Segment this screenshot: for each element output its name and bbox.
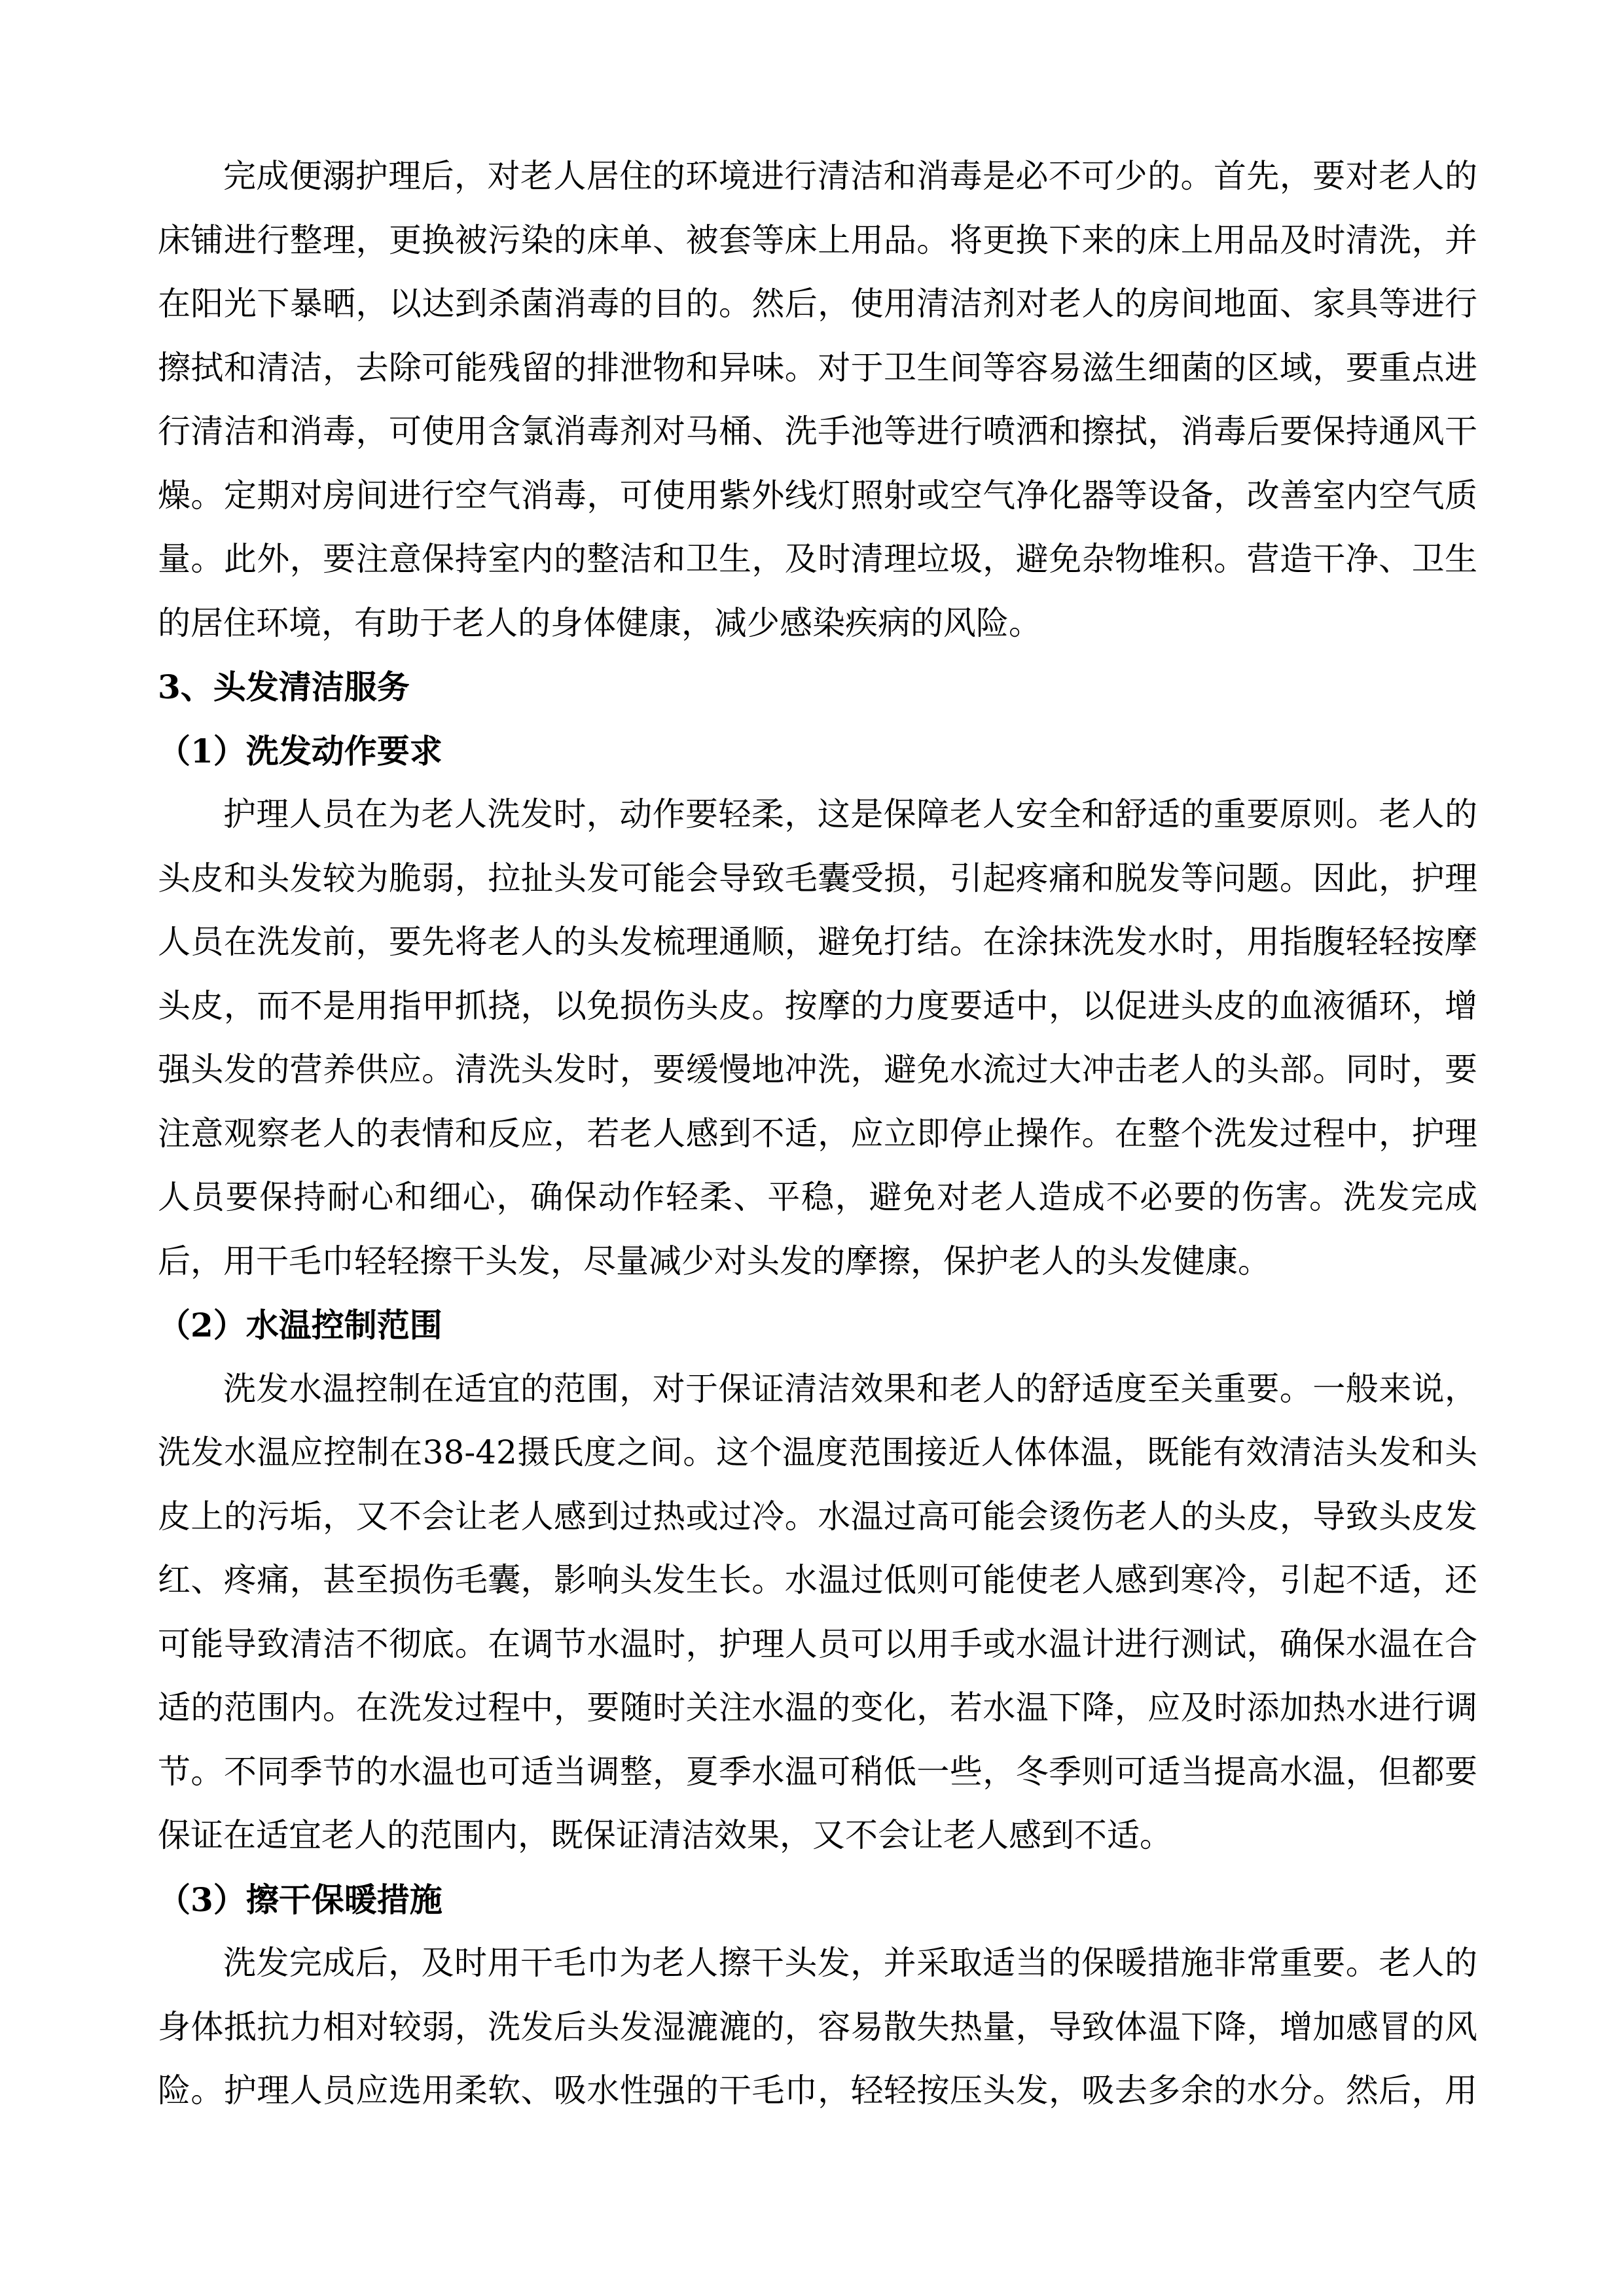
paragraph-line: 头皮和头发较为脆弱，拉扯头发可能会导致毛囊受损，引起疼痛和脱发等问题。因此，护理: [158, 859, 1477, 897]
paragraph-line: 节。不同季节的水温也可适当调整，夏季水温可稍低一些，冬季则可适当提高水温，但都要: [158, 1752, 1477, 1791]
paragraph-line: 红、疼痛，甚至损伤毛囊，影响头发生长。水温过低则可能使老人感到寒冷，引起不适，还: [158, 1561, 1477, 1599]
paragraph-environment-cleaning: [158, 145, 1477, 655]
paragraph-line: 适的范围内。在洗发过程中，要随时关注水温的变化，若水温下降，应及时添加热水进行调: [158, 1689, 1477, 1727]
paragraph-line: 身体抵抗力相对较弱，洗发后头发湿漉漉的，容易散失热量，导致体温下降，增加感冒的风: [158, 2007, 1477, 2046]
paragraph-line: 燥。定期对房间进行空气消毒，可使用紫外线灯照射或空气净化器等设备，改善室内空气质: [158, 476, 1477, 514]
paragraph-line: 人员要保持耐心和细心，确保动作轻柔、平稳，避免对老人造成不必要的伤害。洗发完成: [158, 1178, 1477, 1216]
subsection-heading: （1）洗发动作要求: [158, 731, 442, 770]
paragraph-line: 可能导致清洁不彻底。在调节水温时，护理人员可以用手或水温计进行测试，确保水温在合: [158, 1624, 1477, 1663]
paragraph-line: 头皮，而不是用指甲抓挠，以免损伤头皮。按摩的力度要适中，以促进头皮的血液循环，增: [158, 986, 1477, 1025]
paragraph-line: 行清洁和消毒，可使用含氯消毒剂对马桶、洗手池等进行喷洒和擦拭，消毒后要保持通风干: [158, 412, 1477, 450]
paragraph-line: 后，用干毛巾轻轻擦干头发，尽量减少对头发的摩擦，保护老人的头发健康。: [158, 1242, 1271, 1280]
paragraph-line: 床铺进行整理，更换被污染的床单、被套等床上用品。将更换下来的床上用品及时清洗，并: [158, 221, 1477, 259]
paragraph-line: 洗发水温控制在适宜的范围，对于保证清洁效果和老人的舒适度至关重要。一般来说，: [223, 1369, 1477, 1408]
subsection-heading: （2）水温控制范围: [158, 1306, 442, 1344]
paragraph-line: 强头发的营养供应。清洗头发时，要缓慢地冲洗，避免水流过大冲击老人的头部。同时，要: [158, 1050, 1477, 1088]
paragraph-line: 在阳光下暴晒，以达到杀菌消毒的目的。然后，使用清洁剂对老人的房间地面、家具等进行: [158, 285, 1477, 323]
paragraph-washing-motion: [158, 783, 1477, 1293]
paragraph-drying-warmth: [158, 1931, 1477, 2123]
section-heading: 3、头发清洁服务: [158, 668, 410, 706]
paragraph-line: 完成便溺护理后，对老人居住的环境进行清洁和消毒是必不可少的。首先，要对老人的: [223, 157, 1477, 195]
paragraph-line: 险。护理人员应选用柔软、吸水性强的干毛巾，轻轻按压头发，吸去多余的水分。然后，用: [158, 2072, 1477, 2109]
paragraph-line: 洗发水温应控制在38-42摄氏度之间。这个温度范围接近人体体温，既能有效清洁头发和头: [158, 1433, 1477, 1471]
paragraph-line: 皮上的污垢，又不会让老人感到过热或过冷。水温过高可能会烫伤老人的头皮，导致头皮发: [158, 1497, 1477, 1535]
paragraph-line: 人员在洗发前，要先将老人的头发梳理通顺，避免打结。在涂抹洗发水时，用指腹轻轻按摩: [158, 923, 1477, 961]
paragraph-water-temperature: [158, 1357, 1477, 1868]
paragraph-line: 护理人员在为老人洗发时，动作要轻柔，这是保障老人安全和舒适的重要原则。老人的: [223, 795, 1477, 833]
paragraph-line: 洗发完成后，及时用干毛巾为老人擦干头发，并采取适当的保暖措施非常重要。老人的: [223, 1944, 1477, 1982]
paragraph-line: 注意观察老人的表情和反应，若老人感到不适，应立即停止操作。在整个洗发过程中，护理: [158, 1114, 1477, 1153]
paragraph-line: 擦拭和清洁，去除可能残留的排泄物和异味。对于卫生间等容易滋生细菌的区域，要重点进: [158, 348, 1477, 387]
paragraph-line: 量。此外，要注意保持室内的整洁和卫生，及时清理垃圾，避免杂物堆积。营造干净、卫生: [158, 540, 1477, 578]
paragraph-line: 保证在适宜老人的范围内，既保证清洁效果，又不会让老人感到不适。: [158, 1816, 1172, 1854]
subsection-heading: （3）擦干保暖措施: [158, 1880, 442, 1919]
document-page: [158, 145, 1477, 2123]
paragraph-line: 的居住环境，有助于老人的身体健康，减少感染疾病的风险。: [158, 603, 1041, 642]
